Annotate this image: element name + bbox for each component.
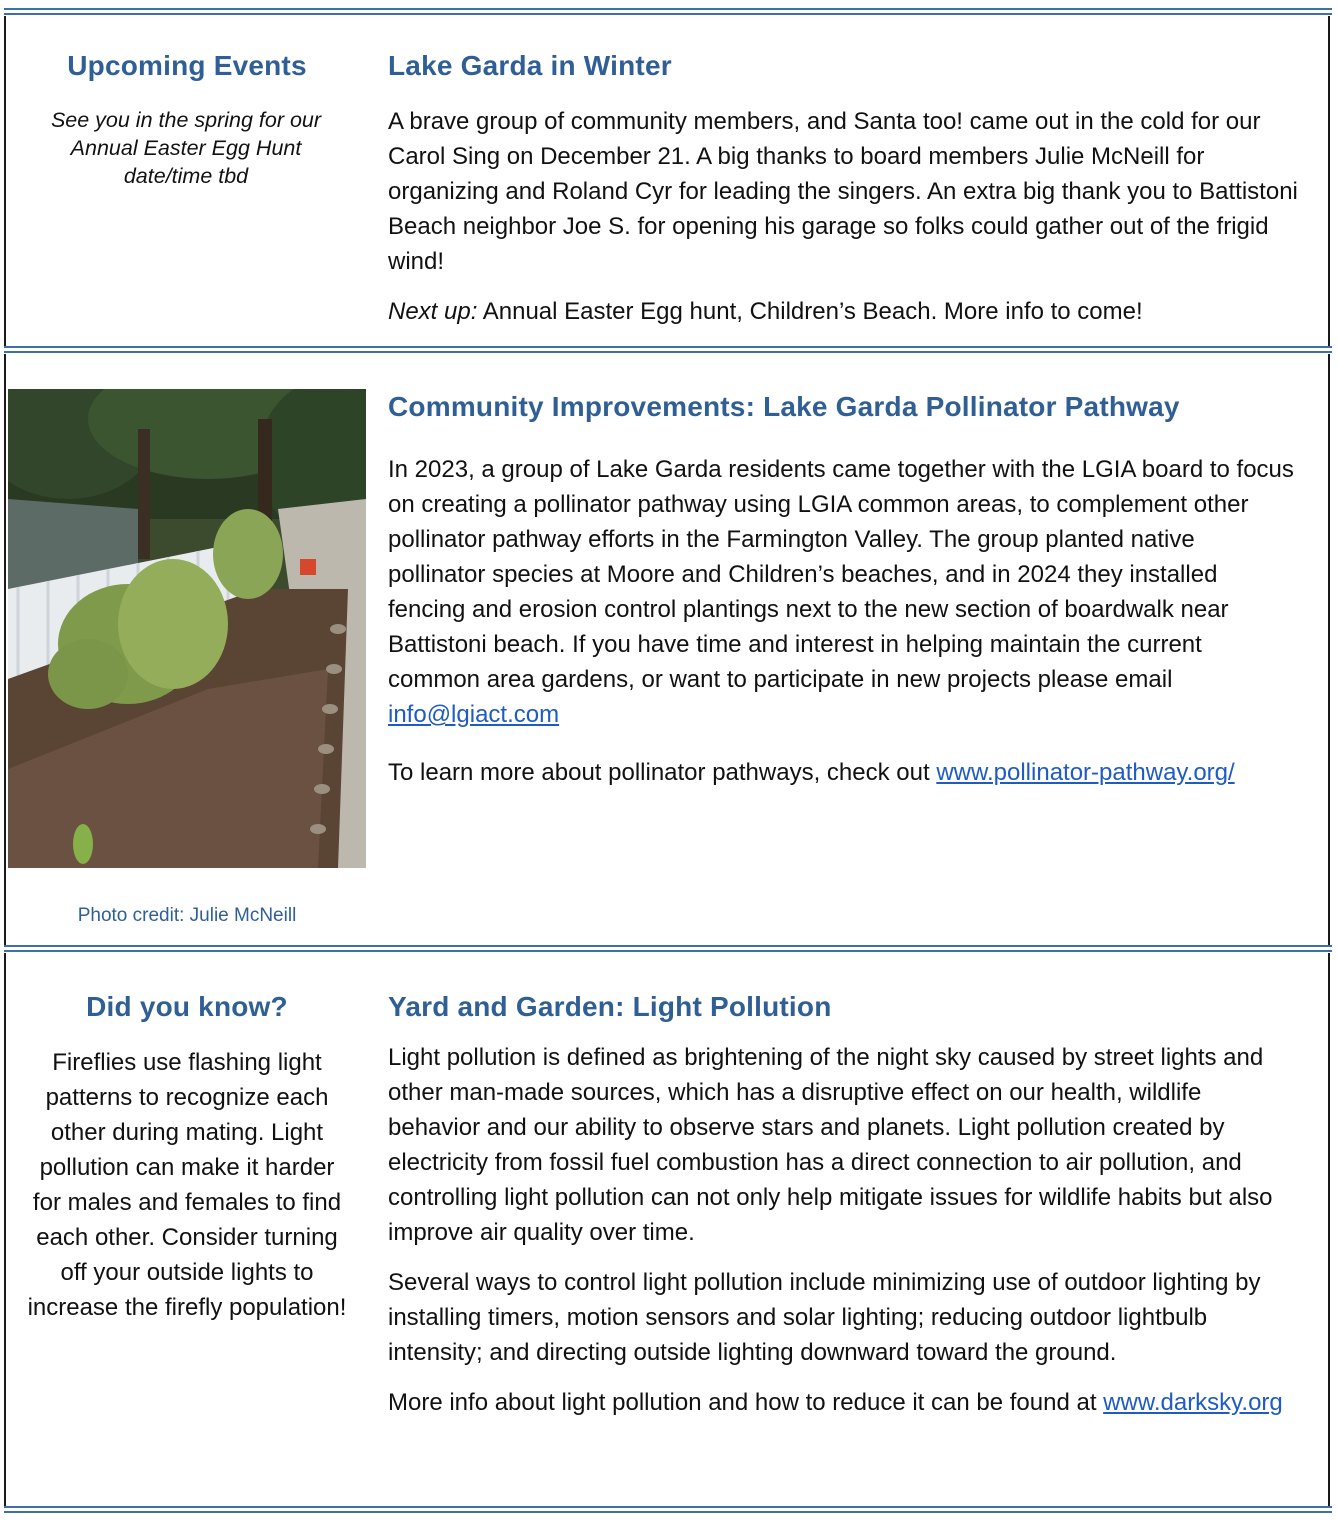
border-right	[1328, 354, 1330, 945]
section-divider-top	[4, 8, 1332, 16]
article-paragraph: A brave group of community members, and Santa too! came out in the cold for our Carol Sing on December 21. A big thanks to board members Julie McNeill for organizing and Roland Cyr for leading the singers. An extra big thank you to Battistoni Beach neighbor Joe S. for opening his garage so folks could gather out of the frigid wind!	[388, 108, 1298, 275]
article-text: In 2023, a group of Lake Garda residents came together with the LGIA board to focus on creating a pollinator pathway using LGIA common areas, to complement other pollinator pathway efforts in the Farmington Valley. The group planted native pollinator species at Moore and Children’s beaches, and in 2024 they installed fencing and erosion control plantings next to the new section of boardwalk near Battistoni beach. If you have time and interest in helping maintain the current common area gardens, or want to participate in new projects please email	[388, 456, 1294, 693]
section-divider	[4, 346, 1332, 354]
next-up-text: Annual Easter Egg hunt, Children’s Beach. More info to come!	[477, 298, 1143, 325]
upcoming-events-note	[22, 106, 350, 190]
lake-garda-winter-heading: Lake Garda in Winter	[388, 50, 672, 81]
upcoming-events-line: date/time tbd	[123, 164, 249, 188]
did-you-know-heading: Did you know?	[86, 991, 288, 1022]
article-paragraph	[388, 1385, 1298, 1420]
light-pollution-body	[388, 1040, 1298, 1435]
section-divider-bottom	[4, 1506, 1332, 1514]
pollinator-pathway-heading: Community Improvements: Lake Garda Pollinator Pathway	[388, 391, 1180, 422]
did-you-know-line: Fireflies use flashing light	[52, 1049, 322, 1076]
pollinator-pathway-link[interactable]: www.pollinator-pathway.org/	[936, 759, 1235, 786]
did-you-know-line: other during mating. Light	[50, 1119, 324, 1146]
upcoming-events-line: See you in the spring for our	[50, 108, 322, 132]
darksky-link[interactable]: www.darksky.org	[1103, 1389, 1283, 1416]
article-text: To learn more about pollinator pathways, check out	[388, 759, 937, 786]
article-text: More info about light pollution and how to reduce it can be found at	[388, 1389, 1104, 1416]
article-paragraph: Several ways to control light pollution include minimizing use of outdoor lighting by installing timers, motion sensors and solar lighting; reducing outdoor lightbulb intensity; and directing outside lighting downward toward the ground.	[388, 1269, 1261, 1366]
section-divider	[4, 945, 1332, 953]
border-right	[1328, 16, 1330, 346]
photo-credit: Photo credit: Julie McNeill	[77, 905, 297, 926]
border-right	[1328, 953, 1330, 1506]
next-up-label: Next up:	[388, 298, 478, 325]
light-pollution-heading: Yard and Garden: Light Pollution	[388, 991, 832, 1022]
did-you-know-line: pollution can make it harder	[39, 1154, 335, 1181]
lake-garda-winter-body	[388, 104, 1298, 344]
border-left	[4, 953, 6, 1506]
next-up-paragraph	[388, 294, 1298, 329]
pollinator-pathway-body	[388, 452, 1298, 805]
did-you-know-line: increase the firefly population!	[27, 1294, 347, 1321]
article-paragraph	[388, 755, 1298, 790]
did-you-know-line: for males and females to find	[32, 1189, 342, 1216]
did-you-know-line: patterns to recognize each	[45, 1084, 329, 1111]
border-left	[4, 16, 6, 346]
pollinator-garden-photo	[8, 389, 366, 868]
did-you-know-line: off your outside lights to	[60, 1259, 314, 1286]
did-you-know-line: each other. Consider turning	[36, 1224, 338, 1251]
email-link[interactable]: info@lgiact.com	[388, 701, 560, 728]
article-paragraph: Light pollution is defined as brightening of the night sky caused by street lights and other man-made sources, which has a disruptive effect on our health, wildlife behavior and our ability to observe stars and planets. Light pollution created by electricity from fossil fuel combustion has a direct connection to air pollution, and controlling light pollution can not only help mitigate issues for wildlife habits but also improve air quality over time.	[388, 1044, 1273, 1246]
article-paragraph	[388, 452, 1298, 732]
upcoming-events-line: Annual Easter Egg Hunt	[70, 136, 302, 160]
border-left	[4, 354, 6, 945]
upcoming-events-heading: Upcoming Events	[67, 50, 307, 81]
did-you-know-body	[8, 1045, 366, 1325]
